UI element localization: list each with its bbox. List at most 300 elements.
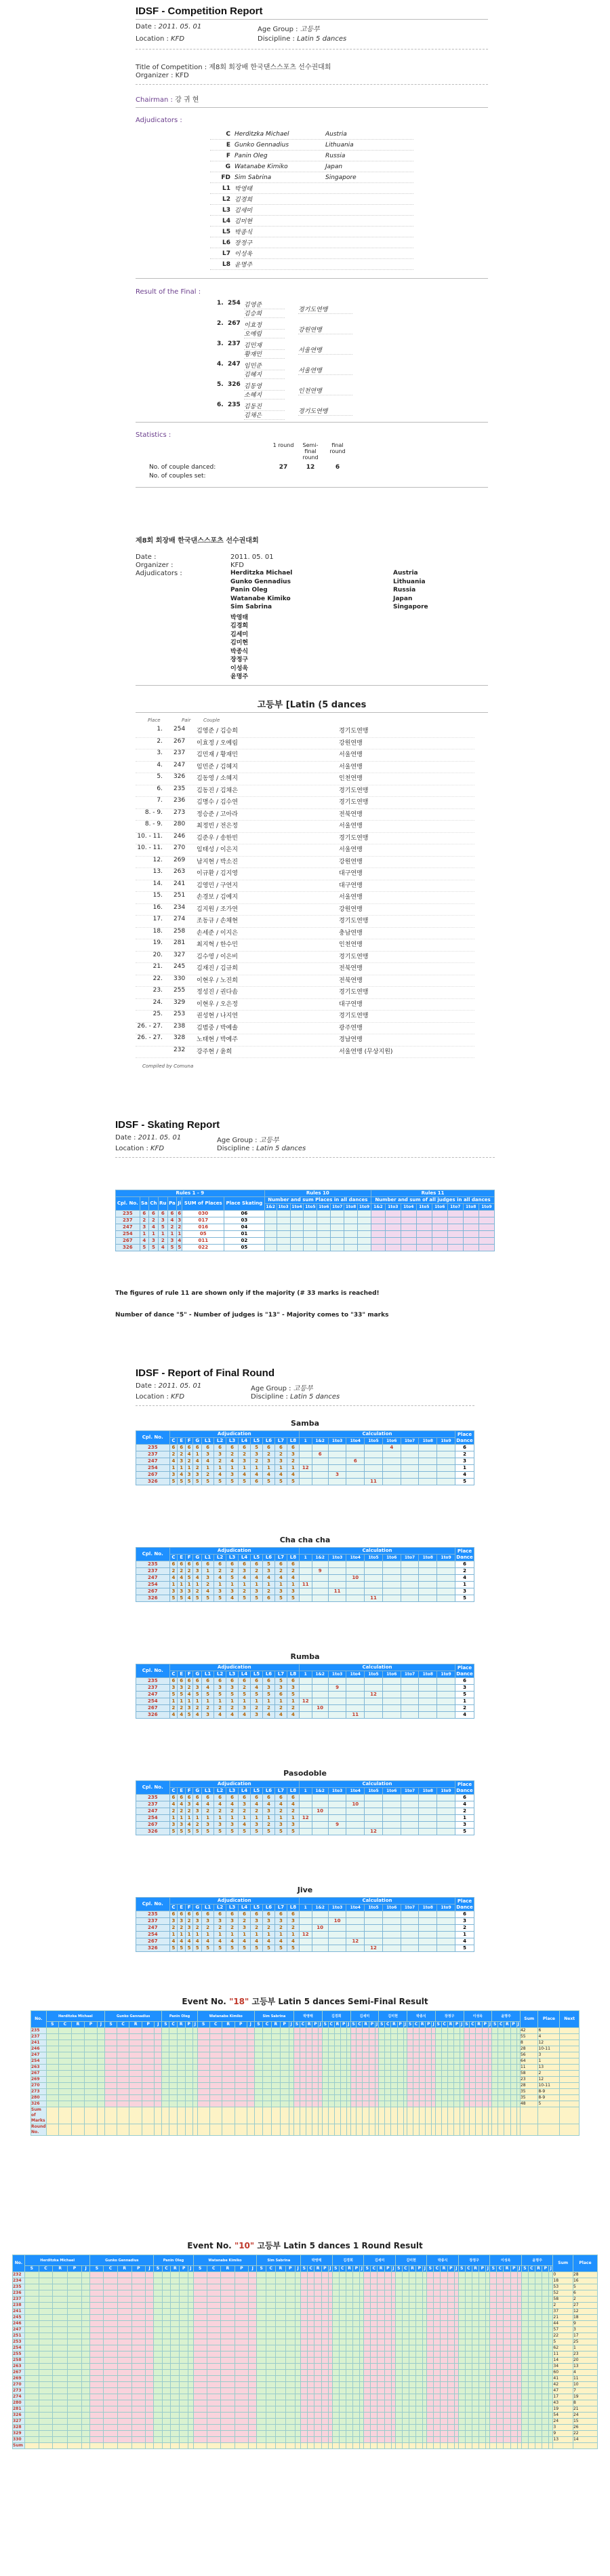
semi-sum: 48	[520, 2101, 537, 2107]
judge-mark: 5	[185, 1575, 192, 1582]
ranking-row	[136, 833, 474, 845]
judge-mark: 1	[287, 1582, 299, 1588]
judge-mark: 1	[263, 1932, 275, 1938]
round1-couple: 270	[13, 2382, 25, 2388]
semi-sum: 64	[520, 2058, 537, 2065]
semi-mark-cell	[59, 2077, 72, 2083]
round1-mark-cell	[332, 2290, 339, 2297]
semi-mark-cell	[97, 2028, 104, 2034]
rule11-cell	[371, 1217, 386, 1224]
judge-mark: 5	[287, 1595, 299, 1602]
semi-mark-cell	[350, 2052, 357, 2058]
calc-cell	[419, 1822, 437, 1829]
round1-mark-cell	[465, 2388, 472, 2394]
judge-mark: 1	[239, 1698, 251, 1705]
judge-mark: 4	[263, 1801, 275, 1808]
semi-mark-cell	[97, 2058, 104, 2065]
semi-mark-cell	[426, 2065, 432, 2071]
round1-mark-cell	[479, 2321, 486, 2327]
round1-mark-cell	[146, 2309, 154, 2315]
round1-mark-cell	[249, 2419, 257, 2425]
round1-mark-cell	[235, 2419, 248, 2425]
round1-mark-cell	[295, 2400, 300, 2406]
round1-mark-cell	[427, 2406, 434, 2413]
round1-mark-cell	[472, 2425, 479, 2431]
adjudicator-row	[210, 248, 413, 259]
judge-mark: 4	[178, 1472, 185, 1479]
dance-place: 2	[455, 1451, 474, 1458]
round1-mark-cell	[295, 2437, 300, 2443]
calc-cell	[312, 1479, 328, 1485]
round1-mark-cell	[220, 2351, 235, 2358]
round1-mark-cell	[25, 2345, 39, 2351]
round1-mark-cell	[188, 2358, 194, 2364]
round1-couple: 245	[13, 2315, 25, 2321]
round1-mark-cell	[235, 2315, 248, 2321]
calc-cell	[401, 1561, 419, 1568]
round1-mark-cell	[472, 2303, 479, 2309]
round1-mark-cell	[117, 2431, 131, 2437]
round1-mark-cell	[441, 2327, 447, 2333]
round1-mark-cell	[521, 2431, 528, 2437]
rule10-cell	[277, 1231, 290, 1238]
round1-mark-cell	[472, 2315, 479, 2321]
semi-mark-cell	[177, 2101, 185, 2107]
round1-mark-cell	[395, 2437, 402, 2443]
semi-mark-cell	[464, 2052, 470, 2058]
judge-mark: 1	[202, 1932, 214, 1938]
ranking-number: 258	[174, 927, 186, 935]
semi-mark-cell	[385, 2089, 391, 2095]
round1-mark-cell	[378, 2376, 384, 2382]
judge-mark: 6	[169, 1911, 178, 1918]
ranking-adjudicator-name: 박종식	[230, 648, 249, 655]
judge-mark: 3	[214, 1685, 226, 1692]
round1-mark-cell	[490, 2388, 497, 2394]
ranking-number: 251	[174, 892, 186, 899]
round1-mark-cell	[332, 2370, 339, 2376]
judge-mark: 5	[274, 1479, 287, 1485]
round1-mark-cell	[353, 2327, 360, 2333]
semi-mark-cell	[498, 2052, 504, 2058]
round1-mark-cell	[472, 2382, 479, 2388]
rule11-cell	[385, 1217, 401, 1224]
rule11-cell	[401, 1245, 416, 1251]
calc-cell	[328, 1465, 346, 1472]
round1-mark-cell	[188, 2443, 194, 2449]
ranking-place: 16.	[152, 903, 163, 911]
ranking-club: 광주연맹	[339, 1024, 363, 1032]
round1-mark-cell	[257, 2339, 266, 2345]
semi-mark-cell	[385, 2077, 391, 2083]
semi-mark-cell	[482, 2052, 488, 2058]
semi-mark-cell	[391, 2095, 397, 2101]
rule11-cell	[463, 1211, 479, 1217]
judge-mark: 1	[169, 1465, 178, 1472]
round1-mark-cell	[416, 2406, 423, 2413]
round1-mark-cell	[427, 2413, 434, 2419]
round1-mark-cell	[395, 2382, 402, 2388]
round1-mark-cell	[371, 2284, 378, 2290]
judge-mark: 6	[274, 1911, 287, 1918]
calc-cell: 11	[365, 1595, 383, 1602]
skating-dance-place: 5	[149, 1245, 159, 1251]
round1-mark-cell	[68, 2413, 82, 2419]
round1-mark-cell	[154, 2351, 162, 2358]
calc-cell	[312, 1801, 328, 1808]
round1-mark-cell	[434, 2406, 441, 2413]
round1-mark-cell	[301, 2419, 308, 2425]
round1-mark-cell	[308, 2327, 314, 2333]
skating-couple: 326	[116, 1245, 140, 1251]
round1-mark-cell	[53, 2394, 68, 2400]
round1-mark-cell	[180, 2425, 188, 2431]
round1-mark-cell	[346, 2339, 352, 2345]
round1-mark-cell	[364, 2370, 371, 2376]
round1-mark-cell	[427, 2370, 434, 2376]
dance-row	[136, 1795, 474, 1801]
round1-mark-cell	[193, 2278, 207, 2284]
semi-mark-cell	[192, 2124, 197, 2136]
ranking-couple: 손경보 / 김예지	[197, 894, 238, 901]
round1-mark-cell	[276, 2419, 286, 2425]
semi-mark-cell	[447, 2101, 453, 2107]
judge-mark: 5	[202, 1692, 214, 1698]
round1-mark-cell	[193, 2333, 207, 2339]
rule11-cell	[416, 1217, 432, 1224]
round1-mark-cell	[510, 2272, 517, 2278]
ranking-row	[136, 1011, 474, 1023]
round1-mark-cell	[131, 2382, 145, 2388]
ranking-club: 경기도연맹	[339, 1013, 369, 1019]
round1-mark-cell	[314, 2437, 321, 2443]
round1-mark-cell	[235, 2370, 248, 2376]
ranking-adjudicator-row	[230, 638, 447, 646]
round1-mark-cell	[81, 2284, 90, 2290]
calc-cell	[312, 1945, 328, 1952]
calc-cell	[328, 1938, 346, 1945]
round1-mark-cell	[301, 2309, 308, 2315]
calc-cell	[401, 1685, 419, 1692]
round1-mark-cell	[402, 2358, 409, 2364]
dance-block	[136, 1769, 474, 1881]
final-lady: 김승희	[244, 309, 285, 318]
semi-mark-cell	[155, 2028, 162, 2034]
ranking-club: 강원연맹	[339, 858, 363, 865]
calc-cell	[382, 1465, 401, 1472]
round1-mark-cell	[131, 2278, 145, 2284]
calc-cell	[382, 1458, 401, 1465]
skating-dance-place: 3	[149, 1238, 159, 1245]
semi-mark-cell	[504, 2052, 510, 2058]
round1-mark-cell	[154, 2358, 162, 2364]
semi-mark-cell	[85, 2101, 98, 2107]
skating-sum: 017	[182, 1217, 224, 1224]
ranking-row	[136, 821, 474, 833]
semi-mark-cell	[289, 2058, 294, 2065]
semi-mark-cell	[185, 2071, 192, 2077]
round1-mark-cell	[339, 2303, 346, 2309]
calc-cell	[312, 1938, 328, 1945]
calc-cell	[401, 1938, 419, 1945]
round1-mark-cell	[441, 2358, 447, 2364]
judge-mark: 5	[185, 1945, 192, 1952]
round1-mark-cell	[257, 2272, 266, 2278]
round1-mark-cell	[314, 2278, 321, 2284]
round1-sum: 24	[553, 2419, 573, 2425]
round1-mark-cell	[257, 2321, 266, 2327]
round1-mark-cell	[117, 2345, 131, 2351]
round1-mark-cell	[81, 2443, 90, 2449]
ranking-adjudicator-row	[230, 621, 447, 629]
calc-cell	[419, 1808, 437, 1815]
final-result-row	[217, 359, 420, 380]
rule10-cell	[290, 1231, 304, 1238]
semi-mark-cell	[177, 2040, 185, 2046]
dance-place: 4	[455, 1801, 474, 1808]
semi-mark-cell	[312, 2089, 319, 2095]
semi-mark-cell	[435, 2101, 441, 2107]
round1-mark-cell	[308, 2394, 314, 2400]
semi-mark-cell	[85, 2071, 98, 2077]
round1-couple: 327	[13, 2419, 25, 2425]
semi-mark-cell	[59, 2028, 72, 2034]
calc-cell	[328, 1582, 346, 1588]
round1-mark-cell	[146, 2345, 154, 2351]
round1-mark-cell	[171, 2327, 180, 2333]
round1-mark-cell	[395, 2284, 402, 2290]
semi-mark-cell	[312, 2077, 319, 2083]
round1-mark-cell	[384, 2406, 391, 2413]
judge-mark: 3	[263, 1808, 275, 1815]
semi-mark-cell	[169, 2095, 177, 2101]
judge-mark: 1	[239, 1582, 251, 1588]
calc-cell	[299, 1575, 312, 1582]
semi-mark-cell	[117, 2077, 129, 2083]
semi-mark-cell	[322, 2124, 328, 2136]
semi-mark-cell	[510, 2046, 516, 2052]
final-number: 267	[228, 320, 241, 327]
round1-mark-cell	[171, 2290, 180, 2297]
judge-mark: 5	[169, 1945, 178, 1952]
semi-mark-cell	[419, 2071, 425, 2077]
judge-mark: 2	[185, 1568, 192, 1575]
dance-row	[136, 1698, 474, 1705]
round1-mark-cell	[285, 2406, 295, 2413]
round1-mark-cell	[104, 2333, 117, 2339]
round1-mark-cell	[257, 2400, 266, 2406]
semi-mark-cell	[334, 2058, 340, 2065]
round1-mark-cell	[447, 2278, 454, 2284]
round1-mark-cell	[402, 2394, 409, 2400]
judge-mark: 6	[214, 1561, 226, 1568]
calc-cell: 10	[346, 1801, 365, 1808]
semi-mark-cell	[105, 2052, 117, 2058]
semi-mark-cell	[169, 2034, 177, 2040]
semi-mark-cell	[498, 2071, 504, 2077]
round1-mark-cell	[301, 2413, 308, 2419]
semi-mark-cell	[363, 2052, 369, 2058]
semi-mark-cell	[419, 2089, 425, 2095]
round1-mark-cell	[535, 2376, 542, 2382]
round1-sum: 13	[553, 2437, 573, 2443]
ranking-club: 전북연맹	[339, 977, 363, 984]
round1-mark-cell	[25, 2327, 39, 2333]
calc-cell	[365, 1561, 383, 1568]
round1-mark-cell	[188, 2406, 194, 2413]
calc-cell	[312, 1829, 328, 1835]
semi-mark-cell	[441, 2046, 447, 2052]
round1-mark-cell	[434, 2382, 441, 2388]
round1-mark-cell	[90, 2290, 104, 2297]
semi-mark-cell	[155, 2107, 162, 2124]
round1-mark-cell	[395, 2333, 402, 2339]
round1-mark-cell	[171, 2321, 180, 2327]
skating-note-1: The figures of rule 11 are shown only if the majority (# 33 marks is reached!	[115, 1290, 380, 1297]
semi-mark-cell	[117, 2058, 129, 2065]
round1-mark-cell	[308, 2345, 314, 2351]
round1-mark-cell	[497, 2394, 504, 2400]
ranking-number: 328	[174, 1034, 186, 1041]
calc-cell	[299, 1945, 312, 1952]
round1-mark-cell	[25, 2419, 39, 2425]
semi-mark-cell	[426, 2095, 432, 2101]
round1-mark-cell	[285, 2437, 295, 2443]
semi-mark-cell	[350, 2083, 357, 2089]
round1-couple: 329	[13, 2431, 25, 2437]
judge-mark: 4	[239, 1938, 251, 1945]
rule11-cell	[432, 1224, 447, 1231]
round1-mark-cell	[490, 2315, 497, 2321]
round1-sum: 52	[553, 2290, 573, 2297]
round1-mark-cell	[364, 2284, 371, 2290]
round1-mark-cell	[332, 2278, 339, 2284]
semi-mark-cell	[192, 2077, 197, 2083]
round1-mark-cell	[346, 2351, 352, 2358]
semi-mark-cell	[476, 2095, 482, 2101]
round1-mark-cell	[416, 2376, 423, 2382]
round1-mark-cell	[266, 2388, 276, 2394]
semi-mark-cell	[197, 2052, 209, 2058]
judge-mark: 2	[193, 1925, 202, 1932]
round1-mark-cell	[81, 2339, 90, 2345]
round1-mark-cell	[220, 2303, 235, 2309]
adjudicator-row	[210, 237, 413, 248]
calc-cell	[419, 1685, 437, 1692]
judge-mark: 4	[251, 1685, 263, 1692]
semi-mark-cell	[504, 2101, 510, 2107]
adjudicator-row	[210, 161, 413, 172]
semi-mark-cell	[235, 2089, 247, 2095]
round1-mark-cell	[266, 2406, 276, 2413]
calc-cell	[437, 1445, 455, 1451]
round1-mark-cell	[25, 2406, 39, 2413]
rule11-cell	[401, 1224, 416, 1231]
rule10-cell	[264, 1211, 277, 1217]
dance-place: 1	[455, 1698, 474, 1705]
round1-mark-cell	[193, 2413, 207, 2419]
round1-mark-cell	[542, 2339, 549, 2345]
rule11-cell	[416, 1231, 432, 1238]
calc-cell	[328, 1698, 346, 1705]
round1-mark-cell	[353, 2297, 360, 2303]
judge-mark: 4	[214, 1712, 226, 1719]
final-man: 김동진	[244, 402, 285, 411]
round1-mark-cell	[434, 2290, 441, 2297]
round1-mark-cell	[220, 2358, 235, 2364]
round1-mark-cell	[90, 2382, 104, 2388]
judge-mark: 4	[202, 1685, 214, 1692]
calc-cell	[437, 1582, 455, 1588]
round1-mark-cell	[90, 2419, 104, 2425]
judge-mark: 2	[214, 1925, 226, 1932]
judge-mark: 3	[185, 1588, 192, 1595]
round1-mark-cell	[441, 2333, 447, 2339]
round1-mark-cell	[528, 2309, 535, 2315]
round1-mark-cell	[472, 2406, 479, 2413]
round1-mark-cell	[378, 2382, 384, 2388]
round1-mark-cell	[104, 2278, 117, 2284]
ranking-adjudicator-name: Gunko Gennadius	[230, 578, 291, 585]
adjudicator-row	[210, 129, 413, 140]
round1-mark-cell	[39, 2272, 53, 2278]
dance-block	[136, 1419, 474, 1531]
round1-mark-cell	[301, 2394, 308, 2400]
semi-mark-cell	[322, 2101, 328, 2107]
ranking-club: 전북연맹	[339, 811, 363, 818]
round1-mark-cell	[39, 2303, 53, 2309]
round1-mark-cell	[180, 2278, 188, 2284]
round1-mark-cell	[346, 2345, 352, 2351]
semi-mark-cell	[385, 2058, 391, 2065]
round1-mark-cell	[276, 2303, 286, 2309]
round1-mark-cell	[68, 2333, 82, 2339]
round1-sum: 21	[553, 2315, 573, 2321]
round1-mark-cell	[314, 2394, 321, 2400]
ranking-row	[136, 975, 474, 988]
semi-mark-cell	[435, 2107, 441, 2124]
judge-mark: 1	[251, 1932, 263, 1938]
semi-mark-cell	[504, 2095, 510, 2101]
round1-mark-cell	[249, 2370, 257, 2376]
judge-mark: 4	[193, 1938, 202, 1945]
skating-dance-place: 3	[167, 1238, 176, 1245]
round1-mark-cell	[521, 2315, 528, 2321]
round1-mark-cell	[188, 2425, 194, 2431]
skating-note-2: Number of dance "5" - Number of judges is "13" - Majority comes to "33" marks	[115, 1312, 389, 1319]
judge-mark: 6	[274, 1795, 287, 1801]
judge-mark: 5	[274, 1829, 287, 1835]
semi-mark-cell	[470, 2095, 476, 2101]
final-man: 김영준	[244, 300, 285, 309]
round1-mark-cell	[162, 2370, 171, 2376]
ranking-number: 238	[174, 1022, 186, 1030]
semi-mark-cell	[117, 2046, 129, 2052]
ranking-row	[136, 892, 474, 904]
calc-cell	[365, 1712, 383, 1719]
round1-mark-cell	[479, 2303, 486, 2309]
semi-mark-cell	[197, 2124, 209, 2136]
ranking-adjudicator-row	[230, 663, 447, 672]
semi-mark-cell	[369, 2083, 375, 2089]
round1-mark-cell	[276, 2443, 286, 2449]
calc-cell	[346, 1479, 365, 1485]
semi-mark-cell	[334, 2071, 340, 2077]
rule11-cell	[416, 1211, 432, 1217]
semi-mark-cell	[263, 2083, 272, 2089]
semi-couple: 246	[31, 2046, 47, 2052]
round1-mark-cell	[504, 2394, 510, 2400]
